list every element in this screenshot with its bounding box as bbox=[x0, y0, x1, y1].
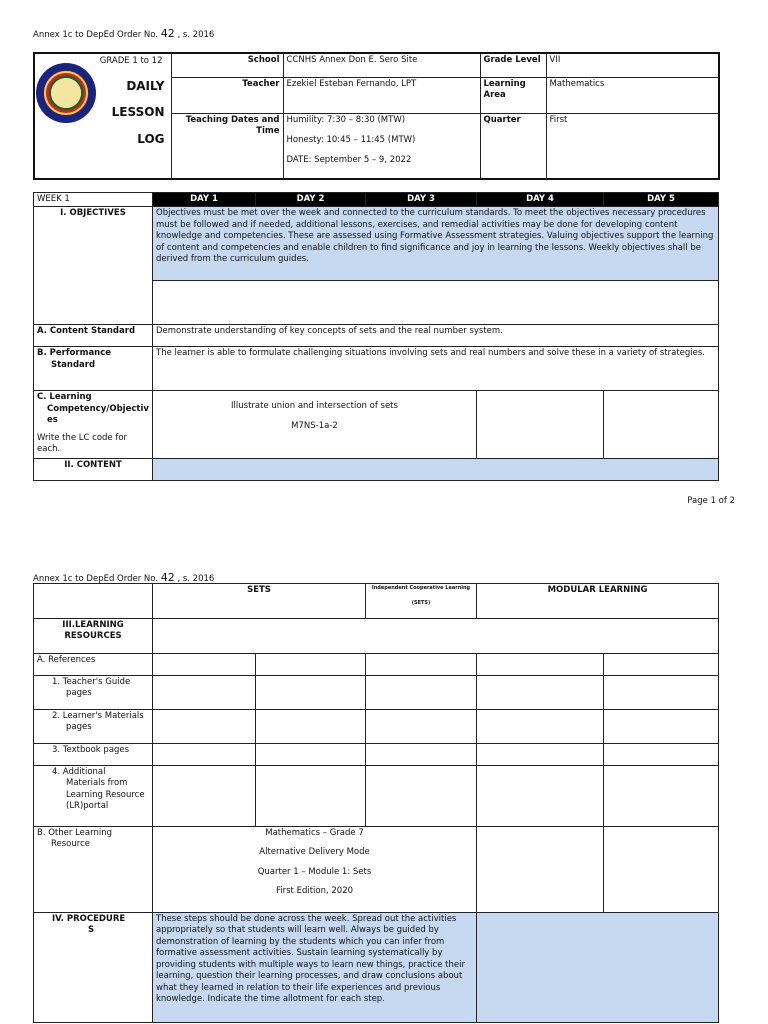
other-resource-line2: Alternative Delivery Mode bbox=[259, 847, 370, 858]
annex-line bbox=[33, 27, 214, 40]
schedule-date: DATE: September 5 – 9, 2022 bbox=[286, 155, 412, 166]
annex-suffix-p2: , s. 2016 bbox=[177, 574, 215, 584]
content-value bbox=[153, 459, 719, 481]
learning-area-value: Mathematics bbox=[546, 77, 719, 113]
content-standard-label: A. Content Standard bbox=[34, 325, 153, 347]
title-log: LOG bbox=[137, 132, 165, 146]
lm-line2: pages bbox=[66, 722, 92, 733]
title-lesson: LESSON bbox=[111, 105, 165, 119]
resources-label-line1: III.LEARNING bbox=[62, 620, 124, 630]
schedule-humility: Humility: 7:30 – 8:30 (MTW) bbox=[286, 114, 406, 125]
annex-number-p2: 42 bbox=[160, 571, 175, 584]
lc-value bbox=[153, 391, 477, 459]
content-label: II. CONTENT bbox=[34, 459, 153, 481]
performance-standard-value: The learner is able to formulate challenging situations involving sets and real numbers and solve these in a variety of strategies. bbox=[153, 347, 719, 391]
school-value: CCNHS Annex Don E. Sero Site bbox=[283, 53, 480, 77]
grade-range: GRADE 1 to 12 bbox=[99, 56, 163, 66]
procedures-blank bbox=[477, 913, 719, 1023]
day-3-header: DAY 3 bbox=[366, 193, 477, 207]
annex-number: 42 bbox=[160, 27, 175, 40]
tg-label bbox=[34, 676, 153, 710]
lc-day4 bbox=[477, 391, 604, 459]
col-icl bbox=[366, 584, 477, 619]
resources-table bbox=[33, 583, 719, 1023]
textbook-label: 3. Textbook pages bbox=[34, 744, 153, 766]
day-5-header: DAY 5 bbox=[604, 193, 719, 207]
performance-standard-label bbox=[34, 347, 153, 391]
objectives-blank bbox=[153, 281, 719, 325]
other-line1: B. Other Learning bbox=[37, 828, 112, 838]
col-icl-line2: (SETS) bbox=[411, 599, 431, 606]
resources-corner bbox=[34, 584, 153, 619]
other-resource-value bbox=[153, 827, 477, 913]
annex-suffix: , s. 2016 bbox=[177, 30, 215, 40]
day-4-header: DAY 4 bbox=[477, 193, 604, 207]
other-resource-label bbox=[34, 827, 153, 913]
other-resource-line3: Quarter 1 – Module 1: Sets bbox=[257, 866, 372, 877]
content-standard-value: Demonstrate understanding of key concepts of sets and the real number system. bbox=[153, 325, 719, 347]
procedures-line2: S bbox=[88, 925, 95, 936]
quarter-value: First bbox=[546, 113, 719, 179]
resources-value bbox=[153, 619, 719, 654]
quarter-label: Quarter bbox=[480, 113, 546, 179]
teacher-label: Teacher bbox=[171, 77, 283, 113]
school-label: School bbox=[171, 53, 283, 77]
lm-label bbox=[34, 710, 153, 744]
lc-label-line3: es bbox=[47, 415, 58, 426]
annex-prefix: Annex 1c to DepEd Order No. bbox=[33, 30, 159, 40]
annex-prefix-p2: Annex 1c to DepEd Order No. bbox=[33, 574, 159, 584]
lc-day5 bbox=[604, 391, 719, 459]
add-line1: 4. Additional bbox=[52, 767, 106, 777]
procedures-label bbox=[34, 913, 153, 1023]
grade-level-label: Grade Level bbox=[480, 53, 546, 77]
add-line3: Learning Resource bbox=[66, 789, 145, 800]
other-resource-line4: First Edition, 2020 bbox=[275, 886, 354, 897]
resources-label-line2: RESOURCES bbox=[64, 631, 122, 642]
schedule-cell bbox=[283, 113, 480, 179]
day-2-header: DAY 2 bbox=[256, 193, 366, 207]
objectives-table bbox=[33, 192, 719, 481]
other-resource-line1: Mathematics – Grade 7 bbox=[265, 828, 364, 838]
header-table bbox=[33, 52, 720, 180]
lc-note: Write the LC code for each. bbox=[37, 432, 128, 455]
procedures-text: These steps should be done across the week. Spread out the activities appropriately so that students will learn well. Always be guided by demonstration of learning by the students which you can infer from formative assessment activities. Sustain learning systematically by providing students with multiple ways to learn new things, practice their learning, question their learning processes, and draw conclusions about what they learned in relation to their life experiences and previous knowledge. Indicate the time allotment for each step. bbox=[153, 913, 477, 1023]
tg-line1: 1. Teacher's Guide bbox=[52, 677, 131, 687]
performance-label-line1: B. Performance bbox=[37, 348, 112, 359]
add-line4: (LR)portal bbox=[66, 801, 109, 812]
schedule-honesty: Honesty: 10:45 – 11:45 (MTW) bbox=[286, 134, 416, 145]
objectives-label: I. OBJECTIVES bbox=[34, 207, 153, 325]
lc-label bbox=[34, 391, 153, 459]
other-line2: Resource bbox=[51, 839, 90, 850]
lc-text: Illustrate union and intersection of sets bbox=[231, 401, 398, 412]
day-1-header: DAY 1 bbox=[153, 193, 256, 207]
resources-label bbox=[34, 619, 153, 654]
lm-line1: 2. Learner's Materials bbox=[52, 711, 144, 721]
lc-label-line2: Competency/Objectiv bbox=[47, 403, 149, 414]
lc-label-line1: C. Learning bbox=[37, 392, 92, 403]
procedures-line1: IV. PROCEDURE bbox=[52, 914, 126, 924]
learning-area-label: Learning Area bbox=[480, 77, 546, 113]
dates-label: Teaching Dates and Time bbox=[171, 113, 283, 179]
col-sets: SETS bbox=[153, 584, 366, 619]
grade-level-value: VII bbox=[546, 53, 719, 77]
references-label: A. References bbox=[34, 654, 153, 676]
col-icl-line1: Independent Cooperative Learning bbox=[371, 585, 471, 591]
col-modular: MODULAR LEARNING bbox=[477, 584, 719, 619]
add-line2: Materials from bbox=[66, 778, 128, 789]
page-number: Page 1 of 2 bbox=[687, 496, 735, 506]
lc-code: M7NS-1a-2 bbox=[291, 420, 338, 431]
objectives-text: Objectives must be met over the week and connected to the curriculum standards. To meet the objectives necessary procedures must be followed and if needed, additional lessons, exercises, and remedial activities may be done for developing content knowledge and competencies. These are assessed using Formative Assessment strategies. Valuing objectives support the learning of content and competencies and enable children to find significance and joy in learning the lessons. Weekly objectives shall be derived from the curriculum guides. bbox=[153, 207, 719, 281]
title-daily: DAILY bbox=[126, 79, 165, 93]
teacher-value: Ezekiel Esteban Fernando, LPT bbox=[283, 77, 480, 113]
week-label: WEEK 1 bbox=[34, 193, 153, 207]
performance-label-line2: Standard bbox=[51, 359, 96, 370]
tg-line2: pages bbox=[66, 688, 92, 699]
additional-label bbox=[34, 766, 153, 827]
school-seal-logo bbox=[36, 63, 96, 123]
